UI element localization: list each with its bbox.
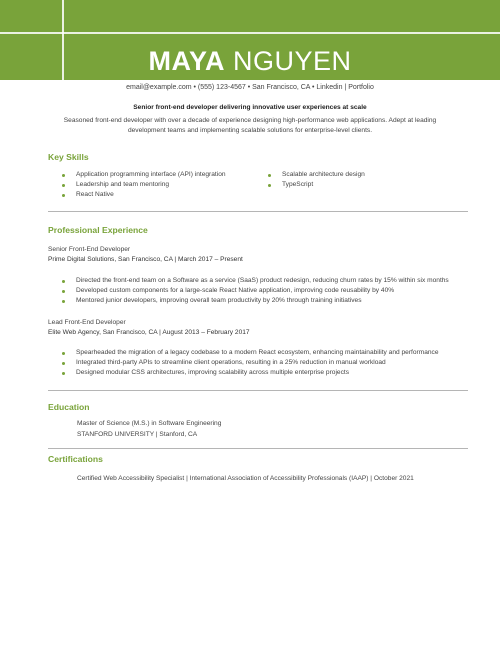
- job-bullets: [62, 276, 467, 306]
- bullet-dot: [62, 290, 65, 293]
- candidate-name: [0, 44, 500, 78]
- divider: [48, 448, 468, 449]
- job-bullet: Spearheaded the migration of a legacy codebase to a modern React ecosystem, enhancing maintainability and performance: [62, 348, 467, 358]
- job-bullet: Designed modular CSS architectures, improving scalability across multiple enterprise projects: [62, 368, 467, 378]
- skill-item: TypeScript: [268, 180, 448, 190]
- job-bullets: [62, 348, 467, 378]
- job-meta: Elite Web Agency, San Francisco, CA | August 2013 – February 2017: [48, 329, 250, 336]
- section-title-skills: Key Skills: [48, 152, 89, 162]
- skills-list-left: [62, 170, 262, 200]
- skill-item: React Native: [62, 190, 262, 200]
- bullet-dot: [62, 352, 65, 355]
- section-title-certifications: Certifications: [48, 454, 103, 464]
- summary: Seasoned front-end developer with over a decade of experience designing high-performance web applications. Adept at leading development teams and implementing scalable solutions for enterprise-level clients.: [63, 117, 437, 134]
- education-degree: Master of Science (M.S.) in Software Engineering: [77, 420, 222, 427]
- bullet-dot: [268, 174, 271, 177]
- job-role: Senior Front-End Developer: [48, 246, 131, 253]
- first-name: MAYA: [148, 46, 225, 76]
- contact-line: email@example.com • (555) 123-4567 • San Francisco, CA • Linkedin | Portfolio: [126, 84, 374, 91]
- section-title-education: Education: [48, 402, 90, 412]
- certification-item: Certified Web Accessibility Specialist | International Association of Accessibility Professionals (IAAP) | October 2021: [77, 475, 414, 482]
- header-band: [0, 0, 500, 80]
- bullet-dot: [62, 300, 65, 303]
- bullet-dot: [268, 184, 271, 187]
- headline: Senior front-end developer delivering innovative user experiences at scale: [133, 104, 367, 111]
- job-bullet: Directed the front-end team on a Software as a service (SaaS) product redesign, reducing churn rates by 15% within six months: [62, 276, 467, 286]
- job-meta: Prime Digital Solutions, San Francisco, CA | March 2017 – Present: [48, 256, 243, 263]
- skill-item: Leadership and team mentoring: [62, 180, 262, 190]
- bullet-dot: [62, 372, 65, 375]
- job-role: Lead Front-End Developer: [48, 319, 126, 326]
- skill-item: Application programming interface (API) integration: [62, 170, 262, 180]
- education-school: STANFORD UNIVERSITY | Stanford, CA: [77, 431, 198, 438]
- last-name: NGUYEN: [233, 46, 352, 76]
- bullet-dot: [62, 362, 65, 365]
- skill-item: Scalable architecture design: [268, 170, 448, 180]
- job-bullet: Integrated third-party APIs to streamline client operations, resulting in a 25% reduction in manual workload: [62, 358, 467, 368]
- divider: [48, 390, 468, 391]
- bullet-dot: [62, 280, 65, 283]
- divider: [48, 211, 468, 212]
- job-bullet: Mentored junior developers, improving overall team productivity by 20% through training initiatives: [62, 296, 467, 306]
- header-decor-horizontal-line: [0, 32, 500, 34]
- bullet-dot: [62, 194, 65, 197]
- bullet-dot: [62, 184, 65, 187]
- skills-list-right: [268, 170, 448, 190]
- job-bullet: Developed custom components for a large-scale React Native application, improving code reusability by 40%: [62, 286, 467, 296]
- bullet-dot: [62, 174, 65, 177]
- section-title-experience: Professional Experience: [48, 225, 148, 235]
